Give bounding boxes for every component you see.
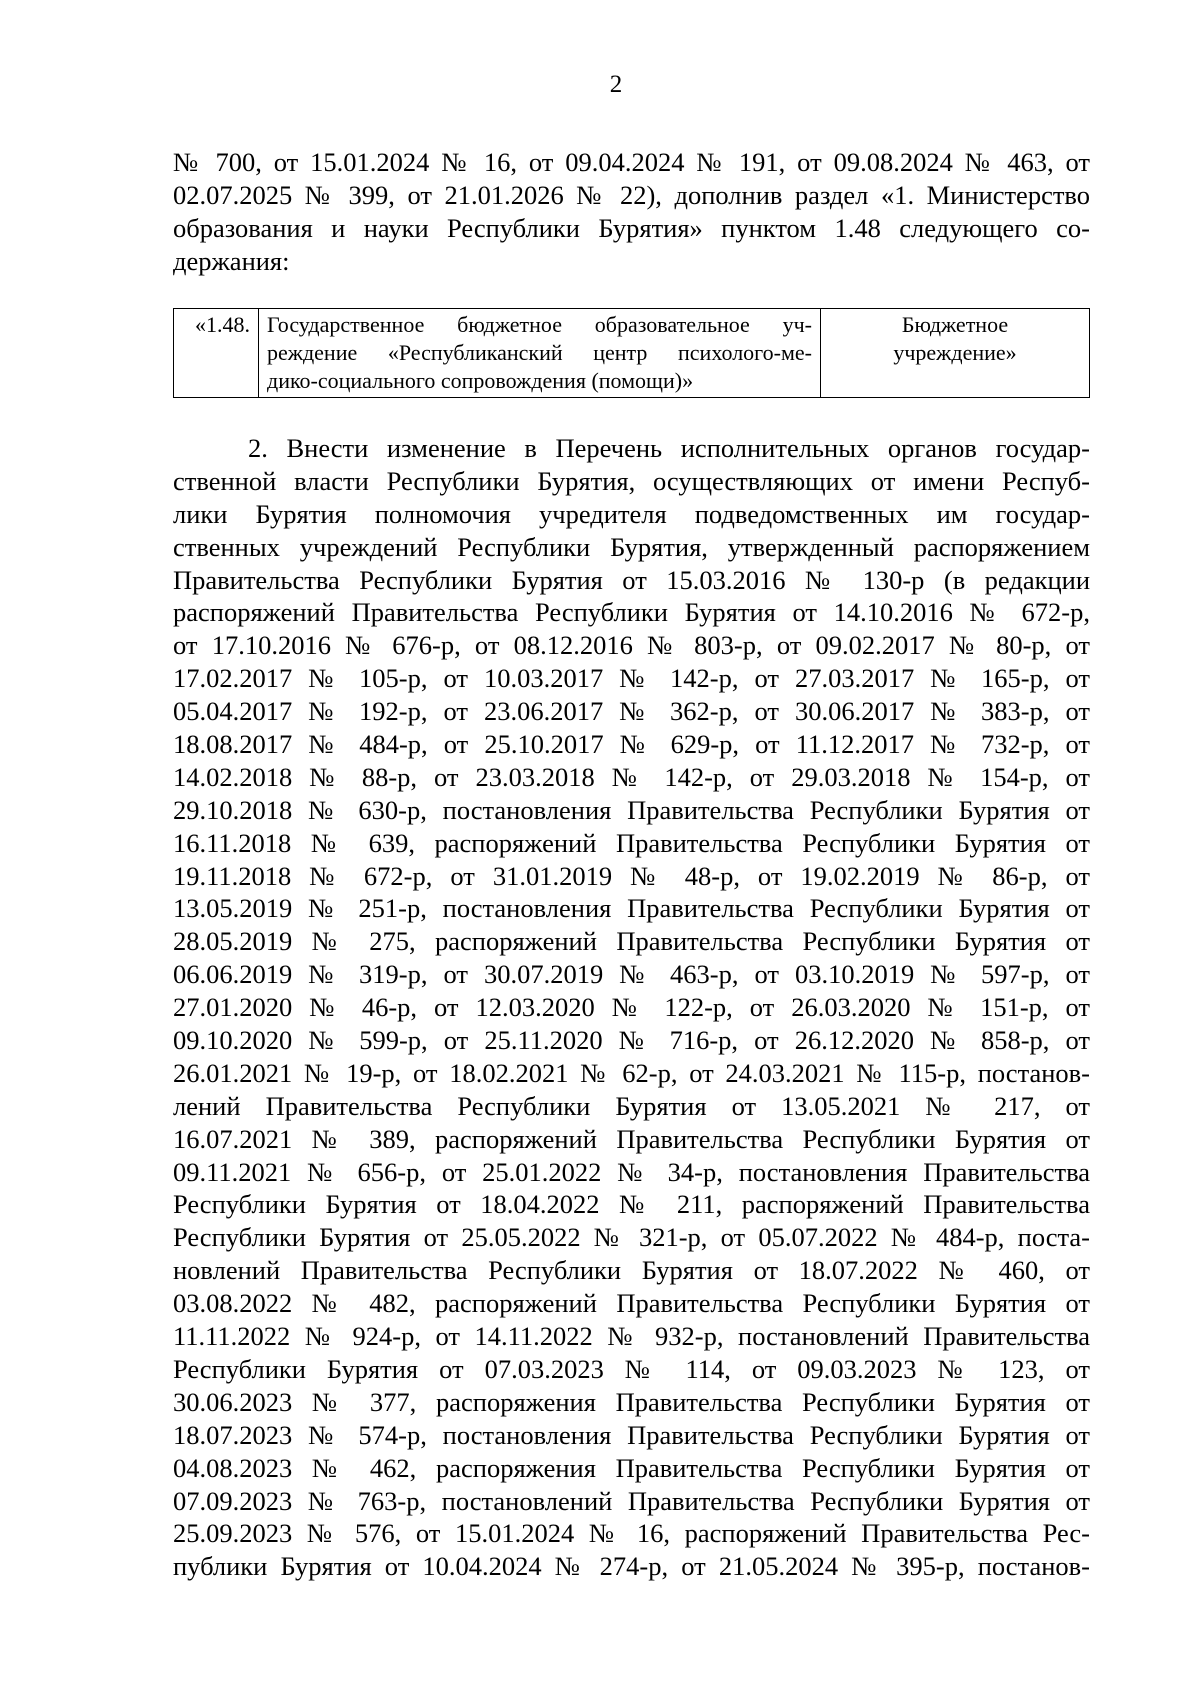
text-line: 17.02.2017 № 105-р, от 10.03.2017 № 142-р, от 27.03.2017 № 165-р, от (173, 663, 1090, 694)
institution-name-line: Государственное бюджетное образовательное уч- (267, 312, 812, 337)
text-line: № 700, от 15.01.2024 № 16, от 09.04.2024 № 191, от 09.08.2024 № 463, от (173, 147, 1090, 177)
text-line: 07.09.2023 № 763-р, постановлений Правительства Республики Бурятия от (173, 1485, 1090, 1516)
text-line: 11.11.2022 № 924-р, от 14.11.2022 № 932-р, постановлений Правительства (173, 1321, 1090, 1352)
page-number: 2 (609, 71, 623, 98)
text-line: лений Правительства Республики Бурятия от 13.05.2021 № 217, от (173, 1090, 1090, 1121)
text-line: 27.01.2020 № 46-р, от 12.03.2020 № 122-р, от 26.03.2020 № 151-р, от (173, 992, 1090, 1023)
text-line: 16.11.2018 № 639, распоряжений Правительства Республики Бурятия от (173, 827, 1090, 858)
institution-name-line: реждение «Республиканский центр психолого-ме- (267, 340, 812, 365)
text-line: 28.05.2019 № 275, распоряжений Правительства Республики Бурятия от (173, 926, 1090, 957)
institution-name-line: дико-социального сопровождения (помощи)» (267, 368, 694, 393)
text-line: 06.06.2019 № 319-р, от 30.07.2019 № 463-р, от 03.10.2019 № 597-р, от (173, 959, 1090, 990)
item-number-cell: «1.48. (174, 309, 259, 398)
text-line: ственных учреждений Республики Бурятия, утвержденный распоряжением (173, 531, 1090, 562)
institution-type-cell (821, 309, 1090, 398)
text-line: 16.07.2021 № 389, распоряжений Правительства Республики Бурятия от (173, 1123, 1090, 1154)
text-line: ственной власти Республики Бурятия, осуществляющих от имени Респуб- (173, 465, 1090, 496)
institution-type-line: учреждение» (893, 340, 1017, 365)
text-line: 04.08.2023 № 462, распоряжения Правительства Республики Бурятия от (173, 1452, 1090, 1483)
text-line: 2. Внести изменение в Перечень исполнительных органов государ- (248, 433, 1090, 463)
text-line: 19.11.2018 № 672-р, от 31.01.2019 № 48-р, от 19.02.2019 № 86-р, от (173, 860, 1090, 891)
text-line: Республики Бурятия от 07.03.2023 № 114, от 09.03.2023 № 123, от (173, 1353, 1090, 1384)
text-line: Республики Бурятия от 18.04.2022 № 211, распоряжений Правительства (173, 1189, 1090, 1220)
intro-paragraph (173, 146, 1090, 278)
text-line: образования и науки Республики Бурятия» пунктом 1.48 следующего со- (173, 212, 1090, 243)
text-line: 30.06.2023 № 377, распоряжения Правительства Республики Бурятия от (173, 1386, 1090, 1417)
text-line: 26.01.2021 № 19-р, от 18.02.2021 № 62-р, от 24.03.2021 № 115-р, постанов- (173, 1057, 1090, 1088)
text-line: 29.10.2018 № 630-р, постановления Правительства Республики Бурятия от (173, 794, 1090, 825)
text-line: 14.02.2018 № 88-р, от 23.03.2018 № 142-р, от 29.03.2018 № 154-р, от (173, 761, 1090, 792)
text-line: Правительства Республики Бурятия от 15.03.2016 № 130-р (в редакции (173, 564, 1090, 595)
text-line: лики Бурятия полномочия учредителя подведомственных им государ- (173, 498, 1090, 529)
text-line: новлений Правительства Республики Бурятия от 18.07.2022 № 460, от (173, 1255, 1090, 1286)
text-line: 18.08.2017 № 484-р, от 25.10.2017 № 629-р, от 11.12.2017 № 732-р, от (173, 729, 1090, 760)
paragraph-2 (173, 432, 1090, 1583)
text-line: 03.08.2022 № 482, распоряжений Правительства Республики Бурятия от (173, 1288, 1090, 1319)
inserted-item-table (173, 308, 1090, 398)
table-row (174, 309, 1090, 398)
text-line: распоряжений Правительства Республики Бурятия от 14.10.2016 № 672-р, (173, 597, 1090, 628)
text-line: 05.04.2017 № 192-р, от 23.06.2017 № 362-р, от 30.06.2017 № 383-р, от (173, 696, 1090, 727)
text-line: 13.05.2019 № 251-р, постановления Правительства Республики Бурятия от (173, 893, 1090, 924)
institution-name-cell (259, 309, 821, 398)
text-line: 09.10.2020 № 599-р, от 25.11.2020 № 716-р, от 26.12.2020 № 858-р, от (173, 1025, 1090, 1056)
text-line: 25.09.2023 № 576, от 15.01.2024 № 16, распоряжений Правительства Рес- (173, 1518, 1090, 1549)
text-line: Республики Бурятия от 25.05.2022 № 321-р, от 05.07.2022 № 484-р, поста- (173, 1222, 1090, 1253)
text-line: держания: (173, 245, 290, 276)
text-line: от 17.10.2016 № 676-р, от 08.12.2016 № 803-р, от 09.02.2017 № 80-р, от (173, 630, 1090, 661)
text-line: публики Бурятия от 10.04.2024 № 274-р, от 21.05.2024 № 395-р, постанов- (173, 1551, 1090, 1582)
text-line: 02.07.2025 № 399, от 21.01.2026 № 22), дополнив раздел «1. Министерство (173, 179, 1090, 210)
text-line: 18.07.2023 № 574-р, постановления Правительства Республики Бурятия от (173, 1419, 1090, 1450)
text-line: 09.11.2021 № 656-р, от 25.01.2022 № 34-р, постановления Правительства (173, 1156, 1090, 1187)
institution-type-line: Бюджетное (901, 312, 1009, 337)
